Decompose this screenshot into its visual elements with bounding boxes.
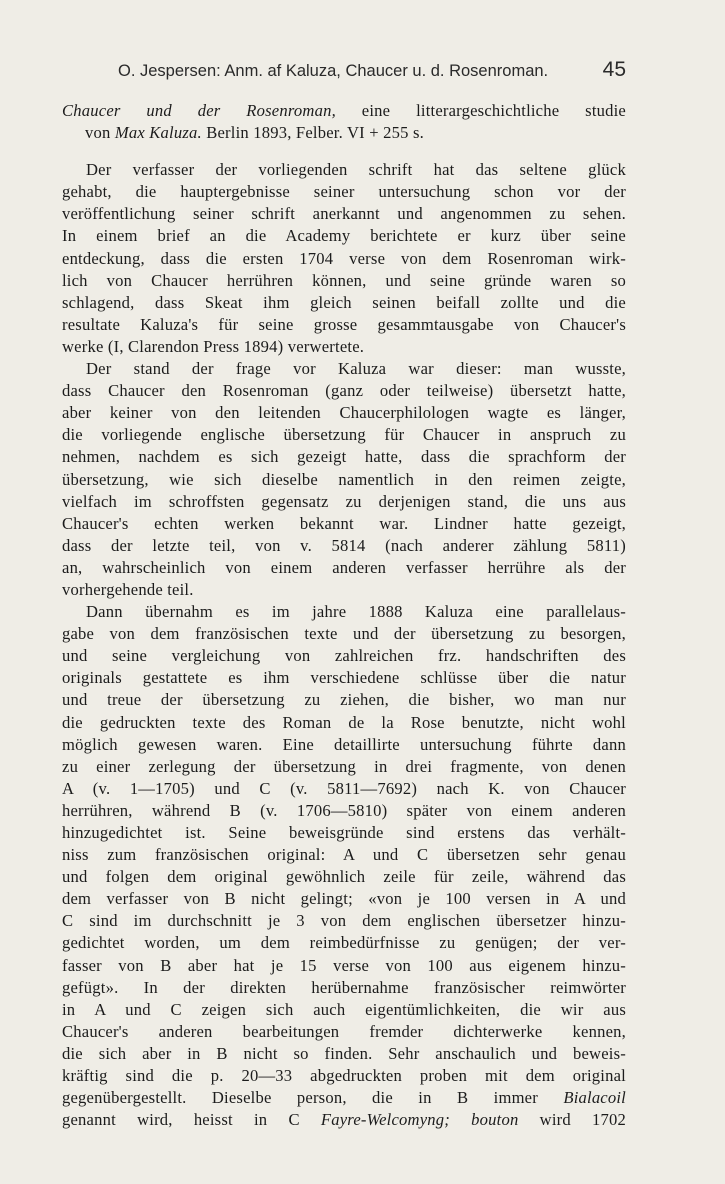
text-line: werke (I, Clarendon Press 1894) verwertete. <box>62 336 365 356</box>
text-line: in A und C zeigen sich auch eigentümlichkeiten, die wir aus <box>62 999 626 1019</box>
text-line: möglich gewesen waren. Eine detaillirte untersuchung führte dann <box>62 734 626 754</box>
text-line-end: wird 1702 <box>518 1110 626 1130</box>
text-line: gefügt». In der direkten herübernahme französischer reimwörter <box>62 977 626 997</box>
text-line: nehmen, nachdem es sich gezeigt hatte, dass die sprachform der <box>62 447 626 467</box>
text-line-with-name <box>62 1087 626 1109</box>
text-line: niss zum französischen original: A und C übersetzen sehr genau <box>62 845 626 865</box>
text-line-start: gegenübergestellt. Dieselbe person, die in B immer <box>62 1088 538 1108</box>
citation-line-2 <box>62 122 626 144</box>
text-line: und treue der übersetzung zu ziehen, die bisher, wo man nur <box>62 690 626 710</box>
text-line: gabe von dem französischen texte und der übersetzung zu besorgen, <box>62 624 626 644</box>
running-title: O. Jespersen: Anm. af Kaluza, Chaucer u. d. Rosenroman. <box>118 62 549 80</box>
text-line: die sich aber in B nicht so finden. Sehr anschaulich und beweis- <box>62 1043 626 1063</box>
text-line: herrühren, während B (v. 1706—5810) später von einem anderen <box>62 800 626 820</box>
text-line: Chaucer's echten werken bekannt war. Lindner hatte gezeigt, <box>62 513 626 533</box>
name-fayre-welcomyng: Fayre-Welcomyng; bouton <box>320 1110 519 1130</box>
text-line: gedichtet worden, um dem reimbedürfnisse zu genügen; der ver- <box>62 933 626 953</box>
running-header <box>118 58 626 81</box>
text-line: dass der letzte teil, von v. 5814 (nach anderer zählung 5811) <box>62 535 626 555</box>
text-line: C sind im durchschnitt je 3 von dem englischen übersetzer hinzu- <box>62 911 626 931</box>
text-line: die vorliegende englische übersetzung für Chaucer in anspruch zu <box>62 425 626 445</box>
page-number: 45 <box>602 58 626 81</box>
text-line: Der stand der frage vor Kaluza war dieser: man wusste, <box>86 359 626 379</box>
text-line: dem verfasser von B nicht gelingt; «von je 100 versen in A und <box>62 889 626 909</box>
text-line: Der verfasser der vorliegenden schrift hat das seltene glück <box>86 160 626 180</box>
text-line: und seine vergleichung von zahlreichen frz. handschriften des <box>62 646 626 666</box>
text-line: vorhergehende teil. <box>62 579 194 599</box>
text-line: aber keiner von den leitenden Chaucerphilologen wagte es länger, <box>62 403 626 423</box>
text-line: zu einer zerlegung der übersetzung in drei fragmente, von denen <box>62 756 626 776</box>
text-line: übersetzung, wie sich dieselbe namentlich in den reimen zeigte, <box>62 469 626 489</box>
body-text <box>62 100 626 1131</box>
text-line: hinzugedichtet ist. Seine beweisgründe sind erstens das verhält- <box>62 823 626 842</box>
text-line: fasser von B aber hat je 15 verse von 100 aus eigenem hinzu- <box>62 955 626 975</box>
text-line: gehabt, die hauptergebnisse seiner untersuchung schon vor der <box>62 182 626 202</box>
text-line: dass Chaucer den Rosenroman (ganz oder teilweise) übersetzt hatte, <box>62 381 626 401</box>
text-line: kräftig sind die p. 20—33 abgedruckten proben mit dem original <box>62 1066 626 1086</box>
text-line: vielfach im schroffsten gegensatz zu derjenigen stand, die uns aus <box>62 491 626 511</box>
text-line: veröffentlichung seiner schrift anerkannt und angenommen zu sehen. <box>62 204 626 224</box>
citation-rest-1: eine litterargeschichtliche studie <box>335 101 626 120</box>
citation-pre: von <box>85 123 115 143</box>
text-line: entdeckung, dass die ersten 1704 verse von dem Rosenroman wirk- <box>62 248 626 268</box>
text-line: A (v. 1—1705) und C (v. 5811—7692) nach K. von Chaucer <box>62 778 626 798</box>
text-line-mid: genannt wird, heisst in C <box>62 1110 321 1130</box>
text-line: lich von Chaucer herrühren können, und seine gründe waren so <box>62 270 626 290</box>
text-line: an, wahrscheinlich von einem anderen verfasser herrühre als der <box>62 557 626 577</box>
book-author: Max Kaluza. <box>114 123 202 143</box>
text-line: und folgen dem original gewöhnlich zeile für zeile, während das <box>62 867 626 887</box>
citation-rest-2: Berlin 1893, Felber. VI + 255 s. <box>201 123 424 143</box>
text-line: die gedruckten texte des Roman de la Rose benutzte, nicht wohl <box>62 712 626 732</box>
text-line: originals gestattete es ihm verschiedene schlüsse über die natur <box>62 668 626 688</box>
text-line-with-names <box>62 1109 626 1131</box>
citation-line-1 <box>62 100 626 122</box>
text-line: schlagend, dass Skeat ihm gleich seinen beifall zollte und die <box>62 292 626 312</box>
name-bialacoil: Bialacoil <box>563 1088 626 1108</box>
text-line: resultate Kaluza's für seine grosse gesammtausgabe von Chaucer's <box>62 314 626 334</box>
text-line: Dann übernahm es im jahre 1888 Kaluza eine parallelaus- <box>86 602 626 622</box>
text-line: Chaucer's anderen bearbeitungen fremder dichterwerke kennen, <box>62 1021 626 1041</box>
book-title: Chaucer und der Rosenroman, <box>62 101 336 120</box>
text-line: In einem brief an die Academy berichtete er kurz über seine <box>62 226 626 246</box>
